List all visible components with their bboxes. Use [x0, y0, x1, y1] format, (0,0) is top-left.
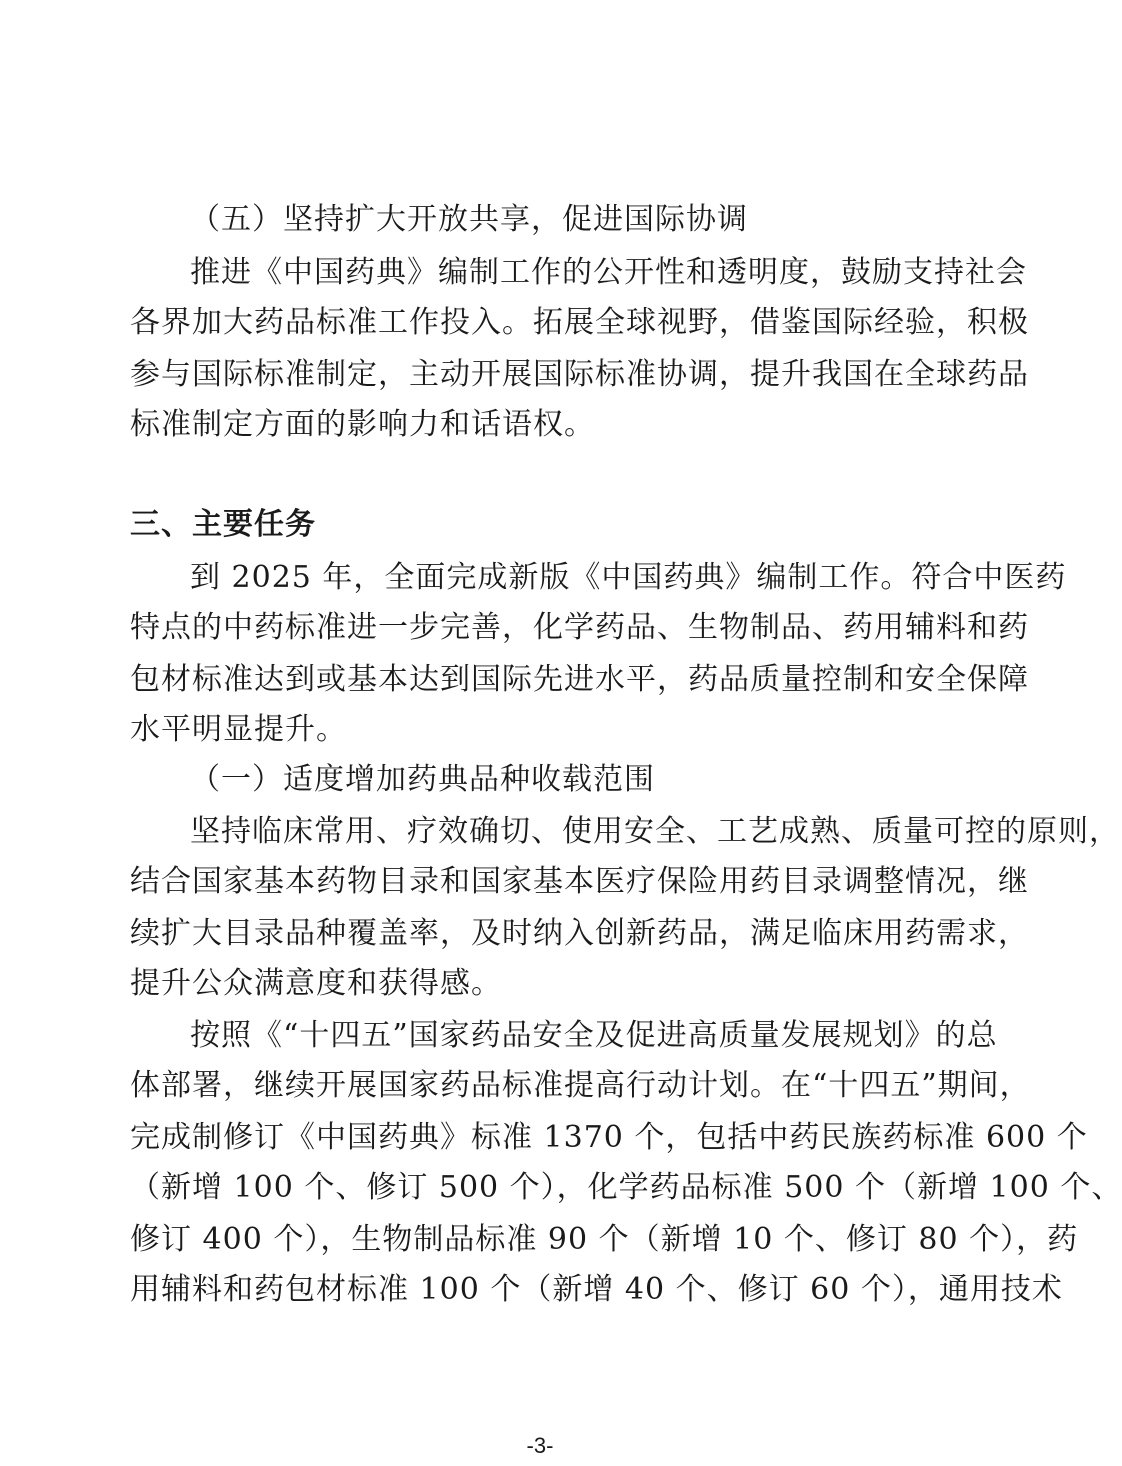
paragraph-line: 按照《“十四五”国家药品安全及促进高质量发展规划》的总 — [190, 1018, 998, 1053]
paragraph-line: 续扩大目录品种覆盖率，及时纳入创新药品，满足临床用药需求， — [130, 916, 1029, 951]
paragraph-line: 体部署，继续开展国家药品标准提高行动计划。在“十四五”期间， — [130, 1068, 1031, 1103]
subsection-five-heading: （五）坚持扩大开放共享，促进国际协调 — [190, 202, 748, 237]
paragraph-line: 用辅料和药包材标准 100 个（新增 40 个、修订 60 个），通用技术 — [130, 1272, 1063, 1307]
paragraph-line: 提升公众满意度和获得感。 — [130, 966, 502, 1001]
page-number: -3- — [526, 1433, 554, 1458]
paragraph-line: 坚持临床常用、疗效确切、使用安全、工艺成熟、质量可控的原则， — [190, 814, 1120, 849]
paragraph-line: 完成制修订《中国药典》标准 1370 个，包括中药民族药标准 600 个 — [130, 1120, 1088, 1155]
paragraph-line: 水平明显提升。 — [130, 712, 347, 747]
paragraph-line: 参与国际标准制定，主动开展国际标准协调，提升我国在全球药品 — [130, 357, 1029, 392]
paragraph-line: 包材标准达到或基本达到国际先进水平，药品质量控制和安全保障 — [130, 662, 1029, 697]
section-three-heading: 三、主要任务 — [130, 507, 316, 542]
subsection-one-heading: （一）适度增加药典品种收载范围 — [190, 762, 655, 797]
paragraph-line: 修订 400 个），生物制品标准 90 个（新增 10 个、修订 80 个），药 — [130, 1222, 1079, 1257]
paragraph-line: （新增 100 个、修订 500 个），化学药品标准 500 个（新增 100 个、 — [130, 1170, 1122, 1205]
paragraph-line: 推进《中国药典》编制工作的公开性和透明度，鼓励支持社会 — [190, 255, 1027, 290]
paragraph-line: 到 2025 年，全面完成新版《中国药典》编制工作。符合中医药 — [190, 560, 1067, 595]
paragraph-line: 标准制定方面的影响力和话语权。 — [130, 407, 595, 442]
paragraph-line: 特点的中药标准进一步完善，化学药品、生物制品、药用辅料和药 — [130, 610, 1029, 645]
paragraph-line: 各界加大药品标准工作投入。拓展全球视野，借鉴国际经验，积极 — [130, 305, 1029, 340]
paragraph-line: 结合国家基本药物目录和国家基本医疗保险用药目录调整情况，继 — [130, 864, 1029, 899]
